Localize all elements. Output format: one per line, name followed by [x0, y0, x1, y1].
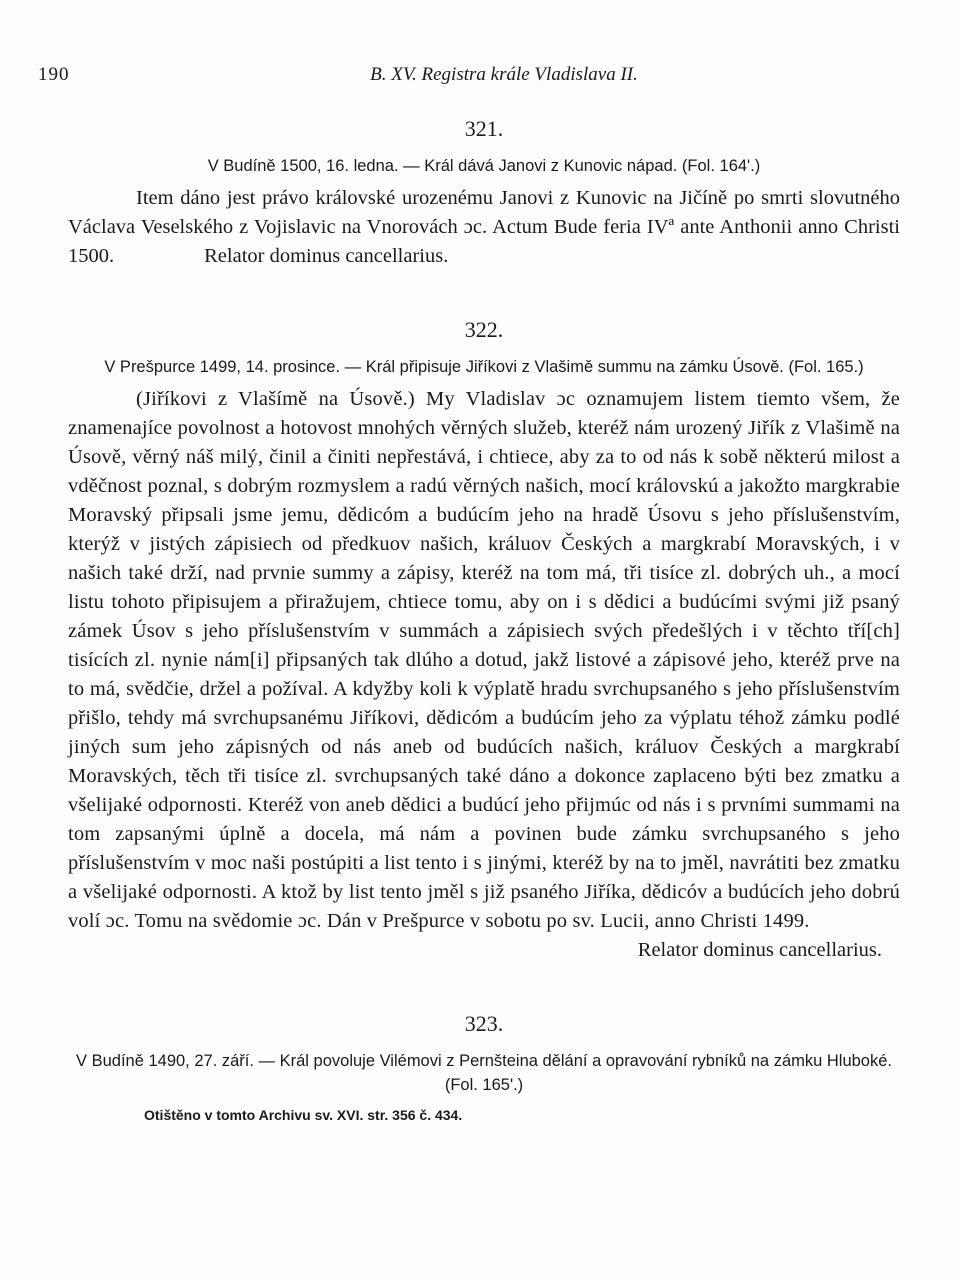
relator-note: Relator dominus cancellarius.	[637, 939, 882, 961]
entry-323	[68, 1011, 900, 1123]
section-spacer	[68, 271, 900, 297]
entry-headnote: V Prešpurce 1499, 14. prosince. — Král připisuje Jiříkovi z Vlašimě summu na zámku Úsově. (Fol. 165.)	[104, 358, 864, 376]
entry-body: Item dáno jest právo královské urozenému Janovi z Kunovic na Jičíně po smrti slovutného Václava Veselského z Vojislavic na Vnorovách ɔc. Actum Bude feria IVª ante Anthonii anno Christi 1500.	[68, 187, 900, 267]
entry-number: 322.	[464, 317, 504, 342]
document-page	[38, 56, 900, 1256]
entry-number: 321.	[464, 116, 504, 141]
entry-headnote: V Budíně 1500, 16. ledna. — Král dává Janovi z Kunovic nápad. (Fol. 164'.)	[207, 157, 761, 175]
entry-headnote: V Budíně 1490, 27. září. — Král povoluje Vilémovi z Pernšteina dělání a opravování rybníků na zámku Hluboké. (Fol. 165'.)	[76, 1052, 892, 1094]
running-title: B. XV. Registra krále Vladislava II.	[370, 64, 638, 85]
entry-text: (Jiříkovi z Vlašímě na Úsově.) My Vladislav ɔc oznamujem listem tiemto všem, že znamenajíce povolnost a hotovost mnohých věrných služeb, kteréž nám urozený Jiřík z Vlašimě na Úsově, věrný náš milý, činil a činiti nepřestává, i chtiece, aby za to od nás k sobě některú milost a vděčnost poznal, s dobrým rozmyslem a radú věrných našich, mocí královskú a jakožto margkrabie Moravský připsali jsme jemu, dědicóm a budúcím jeho na hradě Úsovu s jeho příslušenstvím, kterýž v jistých zápisiech od předkuov našich, králuov Českých a margkrabí Moravských, i v našich také drží, nad prvnie summy a zápisy, kteréž na tom má, tři tisíce zl. dobrých uh., a mocí listu tohoto připisujem a přiražujem, chtiece tomu, aby on i s dědici a budúcími svými již psaný zámek Úsov s jeho příslušenstvím v summách a zápisiech svých předešlých i v těchto tří[ch] tisících zl. nynie nám[i] připsaných tak dlúho a dotud, jakž listové a zápisové jeho, kteréž prve na to má, svědčie, držel a požíval. A kdyžby koli k výplatě hradu svrchupsaného s jeho příslušenstvím přišlo, tehdy má svrchupsanému Jiříkovi, dědicóm a budúcím jeho za výplatu téhož zámku podlé jiných sum jeho zápisných od nás aneb od budúcích našich, králuov Českých a margkrabí Moravských, těch tři tisíce zl. svrchupsaných také dáno a dokonce zaplaceno býti bez zmatku a všelijaké odpornosti. Kteréž von aneb dědici a budúcí jeho přijmúc od nás i s prvními summami na tom zapsanými úplně a docela, má nám a povinen bude zámku svrchupsaného s jeho příslušenstvím v moc naši postúpiti a list tento i s jinými, kteréž by na to jměl, navrátiti bez zmatku a všelijaké odpornosti. A ktož by list tento jměl s již psaného Jiříka, dědicóv a budúcích jeho dobrú volí ɔc. Tomu na svědomie ɔc. Dán v Prešpurce v sobotu po sv. Lucii, anno Christi 1499.	[68, 388, 900, 932]
running-head	[38, 56, 900, 96]
page-number: 190	[38, 64, 70, 85]
section-spacer	[68, 965, 900, 991]
entry-322	[68, 317, 900, 965]
entry-number: 323.	[464, 1011, 504, 1036]
relator-note: Relator dominus cancellarius.	[204, 245, 449, 267]
publication-note: Otištěno v tomto Archivu sv. XVI. str. 356 č. 434.	[144, 1107, 463, 1123]
entry-text	[68, 184, 900, 271]
entry-321	[68, 116, 900, 271]
